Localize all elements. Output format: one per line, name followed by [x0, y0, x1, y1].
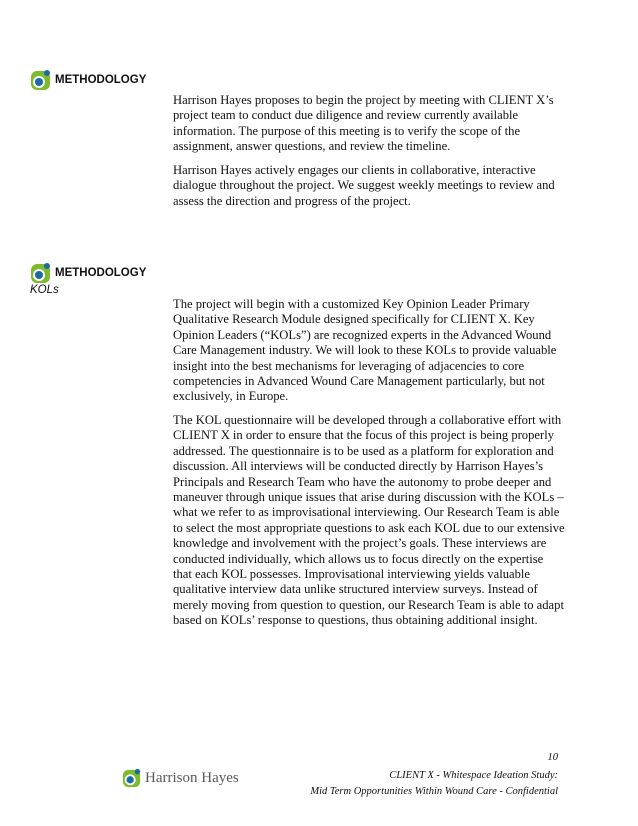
section-1-heading: METHODOLOGY — [55, 74, 147, 86]
section-1-header — [30, 69, 146, 91]
footer-line-2: Mid Term Opportunities Within Wound Care - Confidential — [310, 786, 558, 797]
section-2-header — [30, 262, 146, 284]
harrison-hayes-logo-icon — [30, 69, 52, 91]
harrison-hayes-logo-icon — [122, 768, 142, 788]
section-2-paragraph-2: The KOL questionnaire will be developed through a collaborative effort with CLIENT X in order to ensure that the focus of this project is being properly addressed. The questionnaire is to be used as a platform for exploration and discussion. All interviews will be conducted directly by Harrison Hayes’s Principals and Research Team who have the autonomy to probe deeper and maneuver through unique issues that arise during discussion with the KOLs – what we refer to as improvisational interviewing. Our Research Team is able to select the most appropriate questions to ask each KOL due to our extensive knowledge and involvement with the project’s goals. These interviews are conducted individually, which allows us to focus directly on the expertise that each KOL possesses. Improvisational interviewing yields valuable qualitative interview data unlike structured interview surveys. Instead of merely moving from question to question, our Research Team is able to adapt based on KOLs’ response to questions, thus obtaining additional insight. — [173, 413, 565, 628]
page-number: 10 — [547, 752, 558, 763]
section-1-paragraph-1: Harrison Hayes proposes to begin the project by meeting with CLIENT X’s project team to conduct due diligence and review currently available information. The purpose of this meeting is to verify the scope of the assignment, answer questions, and review the timeline. — [173, 93, 554, 154]
section-2-subheading: KOLs — [30, 284, 59, 296]
footer-logo — [122, 768, 239, 788]
section-2-heading: METHODOLOGY — [55, 267, 147, 279]
harrison-hayes-logo-icon — [30, 262, 52, 284]
footer-logo-text: Harrison Hayes — [145, 769, 239, 786]
footer-line-1: CLIENT X - Whitespace Ideation Study: — [389, 770, 558, 781]
section-1-paragraph-2: Harrison Hayes actively engages our clients in collaborative, interactive dialogue throughout the project. We suggest weekly meetings to review and assess the direction and progress of the project. — [173, 163, 555, 208]
section-2-paragraph-1: The project will begin with a customized Key Opinion Leader Primary Qualitative Research Module designed specifically for CLIENT X. Key Opinion Leaders (“KOLs”) are recognized experts in the Advanced Wound Care Management industry. We will look to these KOLs to provide valuable insight into the best mechanisms for leveraging of adjacencies to core competencies in Advanced Wound Care Management particularly, but not exclusively, in Europe. — [173, 297, 557, 404]
